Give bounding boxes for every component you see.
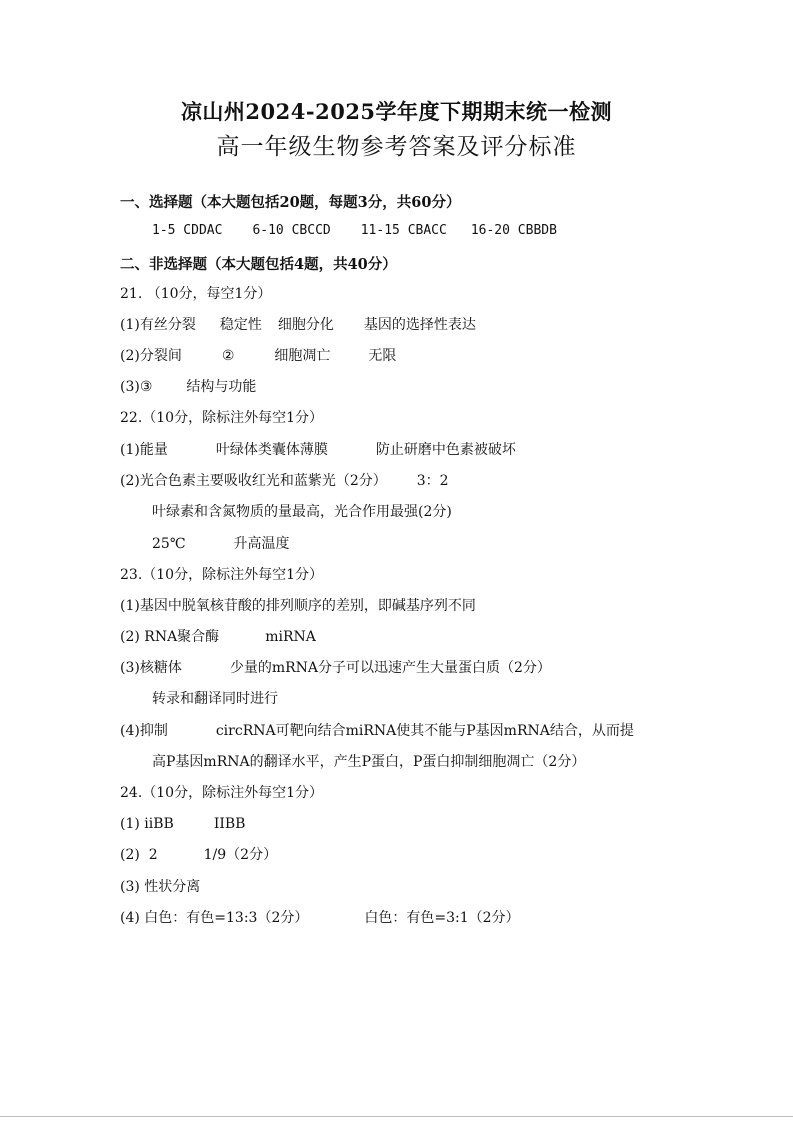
q21-line3	[120, 378, 256, 396]
q23-line2	[120, 628, 316, 646]
section1-heading: 一、选择题（本大题包括20题，每题3分，共60分）	[120, 194, 461, 211]
answer-item: IIBB	[213, 816, 246, 832]
page-bottom-divider	[0, 1116, 793, 1117]
answer-item: miRNA	[265, 629, 316, 645]
answer-item: (3)③	[120, 379, 153, 395]
mc-answer-6-10: 6-10 CBCCD	[252, 223, 331, 238]
answer-item: (4) 白色：有色=13:3（2分）	[120, 910, 309, 926]
q22-line4	[152, 535, 289, 553]
q22-line2	[120, 472, 449, 490]
answer-item: 1/9（2分）	[203, 847, 278, 863]
answer-item: 无限	[368, 348, 397, 364]
answer-item: 少量的mRNA分子可以迅速产生大量蛋白质（2分）	[229, 660, 551, 676]
q22-line3: 叶绿素和含氮物质的量最高，光合作用最强(2分)	[152, 504, 452, 520]
q22-header: 22.（10分，除标注外每空1分）	[120, 410, 323, 426]
q23-line1: (1)基因中脱氧核苷酸的排列顺序的差别，即碱基序列不同	[120, 598, 476, 614]
q21-line2	[120, 347, 396, 365]
answer-item: 结构与功能	[186, 379, 257, 395]
page-title: 凉山州2024-2025学年度下期期末统一检测	[180, 99, 613, 124]
section2-heading: 二、非选择题（本大题包括4题，共40分）	[120, 256, 397, 273]
answer-item: 细胞凋亡	[274, 348, 331, 364]
q23-header: 23.（10分，除标注外每空1分）	[120, 567, 323, 583]
mc-answers-row	[152, 222, 557, 240]
answer-item: 细胞分化	[277, 317, 334, 333]
q23-line4: 转录和翻译同时进行	[152, 691, 278, 707]
q21-header: 21. （10分，每空1分）	[120, 286, 272, 302]
answer-item: ②	[221, 348, 235, 364]
page-subtitle: 高一年级生物参考答案及评分标准	[216, 134, 577, 160]
answer-item: 白色：有色=3:1（2分）	[364, 910, 520, 926]
answer-item: (2) RNA聚合酶	[120, 629, 220, 645]
answer-item: circRNA可靶向结合miRNA使其不能与P基因mRNA结合，从而提	[215, 723, 634, 739]
mc-answer-11-15: 11-15 CBACC	[360, 223, 447, 238]
answer-item: 叶绿体类囊体薄膜	[215, 442, 328, 458]
q24-line2	[120, 846, 277, 864]
answer-item: (3)核糖体	[120, 660, 182, 676]
answer-item: (4)抑制	[120, 723, 168, 739]
answer-item: 稳定性	[219, 317, 262, 333]
q21-line1	[120, 316, 476, 334]
answer-item: (2)分裂间	[120, 348, 182, 364]
mc-answer-1-5: 1-5 CDDAC	[152, 223, 223, 238]
answer-item: (1)有丝分裂	[120, 317, 196, 333]
q23-line5	[120, 722, 634, 740]
mc-answer-16-20: 16-20 CBBDB	[470, 223, 557, 238]
answer-item: (2) 2	[120, 847, 158, 863]
q23-line6: 高P基因mRNA的翻译水平，产生P蛋白，P蛋白抑制细胞凋亡（2分）	[152, 754, 586, 770]
q24-line3: (3) 性状分离	[120, 879, 201, 895]
answer-item: (2)光合色素主要吸收红光和蓝紫光（2分）	[120, 473, 387, 489]
answer-item: 3：2	[416, 473, 449, 489]
answer-item: (1) iiBB	[120, 816, 174, 832]
answer-item: 基因的选择性表达	[363, 317, 476, 333]
answer-item: 25℃	[152, 536, 186, 552]
answer-item: 升高温度	[233, 536, 290, 552]
q24-line4	[120, 909, 520, 927]
answer-item: 防止研磨中色素被破坏	[375, 442, 516, 458]
answer-item: (1)能量	[120, 442, 168, 458]
q23-line3	[120, 659, 551, 677]
q24-header: 24.（10分，除标注外每空1分）	[120, 785, 323, 801]
q24-line1	[120, 815, 245, 833]
q22-line1	[120, 441, 516, 459]
